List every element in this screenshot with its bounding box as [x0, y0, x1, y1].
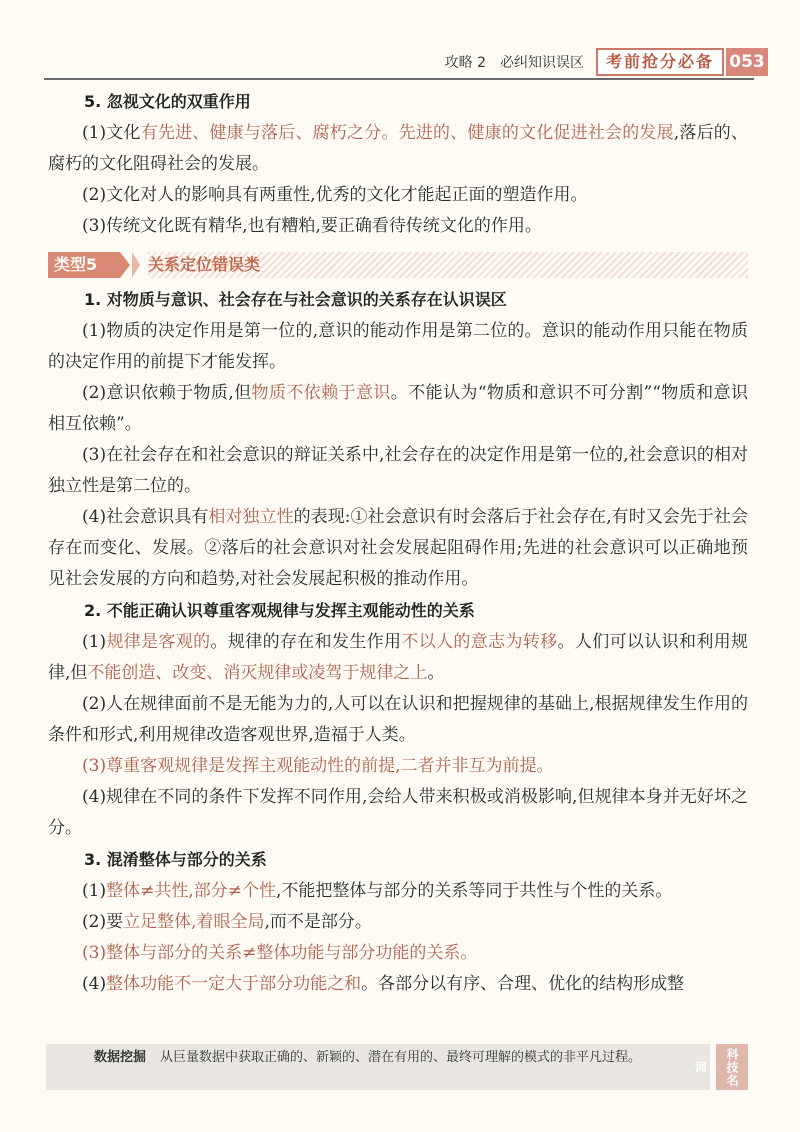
- text: ,不能把整体与部分的关系等同于共性与个性的关系。: [276, 881, 673, 901]
- header-banner: 考前抢分必备: [596, 48, 724, 76]
- highlight-text: 相对独立性: [208, 507, 294, 527]
- text: (1): [82, 632, 107, 652]
- glossary-footer: [46, 1044, 710, 1090]
- text: ,而不是部分。: [264, 912, 372, 932]
- section-heading: 5. 忽视文化的双重作用: [84, 92, 251, 111]
- section-heading: 2. 不能正确认识尊重客观规律与发挥主观能动性的关系: [84, 601, 475, 620]
- text: 。不能认为“物质和意识不可分割”“物质和意识相互依赖”。: [48, 383, 748, 434]
- text: 。人们可以认识和利用规律,但: [48, 632, 749, 683]
- type-banner: [48, 250, 748, 280]
- paragraph: [48, 378, 748, 440]
- highlight-text: 有先进、健康与落后、腐朽之分。先进的、健康的文化促进社会的发展: [140, 123, 674, 143]
- section-label: 攻略 2: [444, 55, 486, 71]
- paragraph: [48, 118, 748, 180]
- section-subtitle: 必纠知识误区: [500, 55, 584, 71]
- page-header: [0, 46, 800, 80]
- section-heading: 1. 对物质与意识、社会存在与社会意识的关系存在认识误区: [84, 290, 507, 309]
- breadcrumb: [445, 52, 584, 72]
- type-title: 关系定位错误类: [148, 252, 748, 278]
- highlight-text: 规律是客观的: [106, 632, 211, 652]
- text: (2)意识依赖于物质,但: [82, 383, 252, 403]
- paragraph: [48, 969, 748, 1000]
- text: 。: [427, 663, 445, 683]
- glossary-term: 数据挖掘: [94, 1050, 147, 1065]
- paragraph: [48, 627, 748, 689]
- paragraph: (3)在社会存在和社会意识的辩证关系中,社会存在的决定作用是第一位的,社会意识的相对独立性是第二位的。: [48, 445, 748, 496]
- highlight-text: 不能创造、改变、消灭规律或凌驾于规律之上: [87, 663, 428, 683]
- text: (4)社会意识具有: [82, 507, 209, 527]
- paragraph: (2)文化对人的影响具有两重性,优秀的文化才能起正面的塑造作用。: [82, 185, 588, 205]
- paragraph-highlight: (3)整体与部分的关系≠整体功能与部分功能的关系。: [82, 943, 478, 963]
- text: 。各部分以有序、合理、优化的结构形成整: [361, 974, 685, 994]
- paragraph: (1)物质的决定作用是第一位的,意识的能动作用是第二位的。意识的能动作用只能在物质的决定作用的前提下才能发挥。: [48, 321, 748, 372]
- type-tag: 类型5: [48, 252, 120, 278]
- paragraph: (2)人在规律面前不是无能为力的,人可以在认识和把握规律的基础上,根据规律发生作用的条件和形式,利用规律改造客观世界,造福于人类。: [48, 694, 748, 745]
- highlight-text: 整体≠共性,部分≠个性: [106, 881, 276, 901]
- highlight-text: 物质不依赖于意识: [251, 383, 391, 403]
- text: 。规律的存在和发生作用: [210, 632, 402, 652]
- paragraph: [48, 502, 748, 595]
- paragraph: (4)规律在不同的条件下发挥不同作用,会给人带来积极或消极影响,但规律本身并无好坏之分。: [48, 787, 748, 838]
- section-heading: 3. 混淆整体与部分的关系: [84, 850, 267, 869]
- highlight-text: 整体功能不一定大于部分功能之和: [106, 974, 362, 994]
- glossary-definition: 从巨量数据中获取正确的、新颖的、潜在有用的、最终可理解的模式的非平凡过程。: [160, 1050, 642, 1065]
- text: ,落后的、腐朽的文化阻碍社会的发展。: [48, 123, 749, 174]
- text: 的表现:①社会意识有时会落后于社会存在,有时又会先于社会存在而变化、发展。②落后的社会意识对社会发展起阻碍作用;先进的社会意识可以正确地预见社会发展的方向和趋势,对社会发展起积极的推动作用。: [48, 507, 748, 589]
- chevron-icon: [132, 252, 140, 278]
- paragraph-highlight: (3)尊重客观规律是发挥主观能动性的前提,二者并非互为前提。: [82, 756, 554, 776]
- paragraph: [48, 876, 748, 907]
- highlight-text: 不以人的意志为转移: [401, 632, 558, 652]
- text: (1): [82, 881, 107, 901]
- text: (1)文化: [82, 123, 141, 143]
- text: (4): [82, 974, 107, 994]
- paragraph: (3)传统文化既有精华,也有糟粕,要正确看待传统文化的作用。: [82, 216, 542, 236]
- text: (2)要: [82, 912, 124, 932]
- paragraph: [48, 907, 748, 938]
- side-tab: 科技名词: [716, 1044, 748, 1090]
- page-content: [48, 86, 748, 1000]
- page-number: 053: [726, 48, 768, 76]
- header-rule: [44, 78, 754, 80]
- chevron-icon: [120, 252, 130, 278]
- highlight-text: 立足整体,着眼全局: [123, 912, 265, 932]
